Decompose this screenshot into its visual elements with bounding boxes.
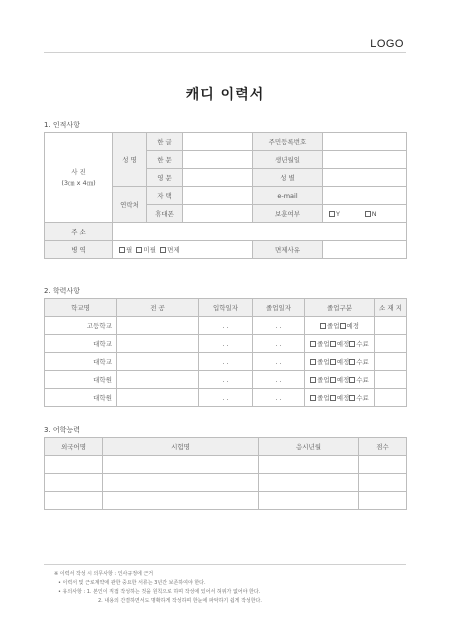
status-option-label: 수료 [356, 340, 369, 348]
contact-label: 연락처 [113, 187, 147, 223]
location-cell[interactable] [375, 389, 407, 407]
header-language: 외국어명 [45, 438, 103, 456]
exemption-reason-label: 면제사유 [253, 241, 323, 259]
admission-date-cell[interactable]: . . [199, 317, 253, 335]
name-label: 성 명 [113, 133, 147, 187]
military-label: 병 역 [45, 241, 113, 259]
section-title-personal: 1. 인적사항 [44, 121, 80, 129]
veteran-yes-checkbox[interactable] [329, 211, 335, 217]
major-cell[interactable] [117, 353, 199, 371]
school-cell[interactable]: 대학원 [45, 371, 117, 389]
veteran-options [323, 205, 407, 223]
header-location: 소 재 지 [375, 299, 407, 317]
status-option-label: 졸업 [317, 358, 330, 366]
status-checkbox[interactable] [349, 377, 355, 383]
major-cell[interactable] [117, 389, 199, 407]
mobile-label: 휴대폰 [147, 205, 183, 223]
exam-cell[interactable] [103, 474, 259, 492]
table-row [45, 474, 407, 492]
status-option-label: 수료 [356, 394, 369, 402]
name-hanja-field[interactable] [183, 151, 253, 169]
location-cell[interactable] [375, 371, 407, 389]
header-status: 졸업구분 [305, 299, 375, 317]
status-cell [305, 317, 375, 335]
logo: LOGO [370, 38, 404, 50]
language-cell[interactable] [45, 474, 103, 492]
graduation-date-cell[interactable]: . . [253, 335, 305, 353]
status-cell [305, 353, 375, 371]
military-done-checkbox[interactable] [119, 247, 125, 253]
status-checkbox[interactable] [349, 341, 355, 347]
header-admission: 입학일자 [199, 299, 253, 317]
notes-line-2: • 이력서 및 근로계약에 관한 중요한 서류는 3년간 보존하여야 한다. [58, 580, 206, 586]
name-english-field[interactable] [183, 169, 253, 187]
notes-line-1: ※ 이력서 작성 시 의무사항 : 인사규정에 근거 [54, 571, 154, 577]
school-cell[interactable]: 대학원 [45, 389, 117, 407]
admission-date-cell[interactable]: . . [199, 389, 253, 407]
military-not-done-label: 미필 [143, 246, 156, 254]
page-title: 캐디 이력서 [185, 87, 265, 103]
status-option-label: 예정 [336, 394, 350, 402]
major-cell[interactable] [117, 317, 199, 335]
status-checkbox[interactable] [310, 377, 316, 383]
status-option-label: 예정 [336, 340, 350, 348]
status-option-label: 예정 [346, 322, 360, 330]
notes-line-4: 2. 내용의 간결하면서도 명확하게 작성하며 한눈에 파악하기 쉽게 작성한다. [98, 598, 262, 604]
table-row [45, 353, 407, 371]
language-table [44, 437, 407, 510]
language-cell[interactable] [45, 456, 103, 474]
exam-date-cell[interactable] [259, 492, 359, 510]
resident-number-field[interactable] [323, 133, 407, 151]
table-row [45, 456, 407, 474]
status-cell [305, 335, 375, 353]
notes-line-3: • 유의사항 : 1. 본인이 직접 작성하는 것을 원칙으로 하며 작성에 있어서 허위가 없어야 한다. [58, 589, 261, 595]
status-option-label: 예정 [336, 358, 350, 366]
graduation-date-cell[interactable]: . . [253, 317, 305, 335]
gender-label: 성 별 [253, 169, 323, 187]
header-exam-date: 응시년월 [259, 438, 359, 456]
status-cell [305, 371, 375, 389]
section-title-language: 3. 어학능력 [44, 426, 80, 434]
email-field[interactable] [323, 187, 407, 205]
language-cell[interactable] [45, 492, 103, 510]
graduation-date-cell[interactable]: . . [253, 353, 305, 371]
major-cell[interactable] [117, 371, 199, 389]
status-checkbox[interactable] [330, 395, 336, 401]
exam-date-cell[interactable] [259, 456, 359, 474]
name-english-label: 영 문 [147, 169, 183, 187]
section-title-education: 2. 학력사항 [44, 287, 80, 295]
military-exempt-checkbox[interactable] [160, 247, 166, 253]
status-option-label: 수료 [356, 376, 369, 384]
location-cell[interactable] [375, 335, 407, 353]
status-checkbox[interactable] [320, 323, 326, 329]
status-checkbox[interactable] [310, 359, 316, 365]
status-option-label: 졸업 [317, 394, 330, 402]
table-row [45, 335, 407, 353]
table-row [45, 492, 407, 510]
notes [54, 570, 262, 606]
admission-date-cell[interactable]: . . [199, 371, 253, 389]
graduation-date-cell[interactable]: . . [253, 389, 305, 407]
school-cell[interactable]: 고등학교 [45, 317, 117, 335]
gender-field[interactable] [323, 169, 407, 187]
status-checkbox[interactable] [340, 323, 346, 329]
exam-cell[interactable] [103, 492, 259, 510]
score-cell[interactable] [359, 474, 407, 492]
header-score: 점수 [359, 438, 407, 456]
military-done-label: 필 [126, 246, 133, 254]
header-divider [44, 52, 406, 53]
status-checkbox[interactable] [310, 395, 316, 401]
score-cell[interactable] [359, 492, 407, 510]
photo-label: 사 진 [71, 167, 86, 176]
veteran-no-checkbox[interactable] [365, 211, 371, 217]
status-option-label: 졸업 [317, 376, 330, 384]
photo-cell[interactable] [45, 133, 113, 223]
military-exempt-label: 면제 [167, 246, 180, 254]
table-row [45, 371, 407, 389]
score-cell[interactable] [359, 456, 407, 474]
education-table [44, 298, 407, 407]
photo-size: (3㎝ x 4㎝) [61, 178, 96, 187]
status-checkbox[interactable] [310, 341, 316, 347]
status-checkbox[interactable] [330, 359, 336, 365]
education-header-row [45, 299, 407, 317]
school-cell[interactable]: 대학교 [45, 335, 117, 353]
birthdate-field[interactable] [323, 151, 407, 169]
exemption-reason-field[interactable] [323, 241, 407, 259]
status-option-label: 예정 [336, 376, 350, 384]
location-cell[interactable] [375, 317, 407, 335]
home-phone-field[interactable] [183, 187, 253, 205]
birthdate-label: 생년월일 [253, 151, 323, 169]
status-option-label: 수료 [356, 358, 369, 366]
veteran-label: 보훈여부 [253, 205, 323, 223]
veteran-no-label: N [371, 209, 377, 218]
school-cell[interactable]: 대학교 [45, 353, 117, 371]
status-checkbox[interactable] [330, 341, 336, 347]
name-hanja-label: 한 문 [147, 151, 183, 169]
table-row [45, 389, 407, 407]
admission-date-cell[interactable]: . . [199, 335, 253, 353]
major-cell[interactable] [117, 335, 199, 353]
mobile-field[interactable] [183, 205, 253, 223]
address-label: 주 소 [45, 223, 113, 241]
status-option-label: 졸업 [317, 340, 330, 348]
header-exam: 시험명 [103, 438, 259, 456]
veteran-yes-label: Y [336, 209, 340, 218]
header-school: 학교명 [45, 299, 117, 317]
resident-number-label: 주민등록번호 [253, 133, 323, 151]
status-checkbox[interactable] [349, 359, 355, 365]
header-graduation: 졸업일자 [253, 299, 305, 317]
email-label: e-mail [253, 187, 323, 205]
military-not-done-checkbox[interactable] [136, 247, 142, 253]
status-cell [305, 389, 375, 407]
location-cell[interactable] [375, 353, 407, 371]
exam-cell[interactable] [103, 456, 259, 474]
military-options [113, 241, 253, 259]
status-checkbox[interactable] [349, 395, 355, 401]
header-major: 전 공 [117, 299, 199, 317]
exam-date-cell[interactable] [259, 474, 359, 492]
address-field[interactable] [113, 223, 407, 241]
home-phone-label: 자 택 [147, 187, 183, 205]
table-row [45, 317, 407, 335]
admission-date-cell[interactable]: . . [199, 353, 253, 371]
status-checkbox[interactable] [330, 377, 336, 383]
status-option-label: 졸업 [326, 322, 340, 330]
personal-info-table [44, 132, 407, 259]
graduation-date-cell[interactable]: . . [253, 371, 305, 389]
notes-divider [44, 564, 406, 565]
name-korean-label: 한 글 [147, 133, 183, 151]
name-korean-field[interactable] [183, 133, 253, 151]
